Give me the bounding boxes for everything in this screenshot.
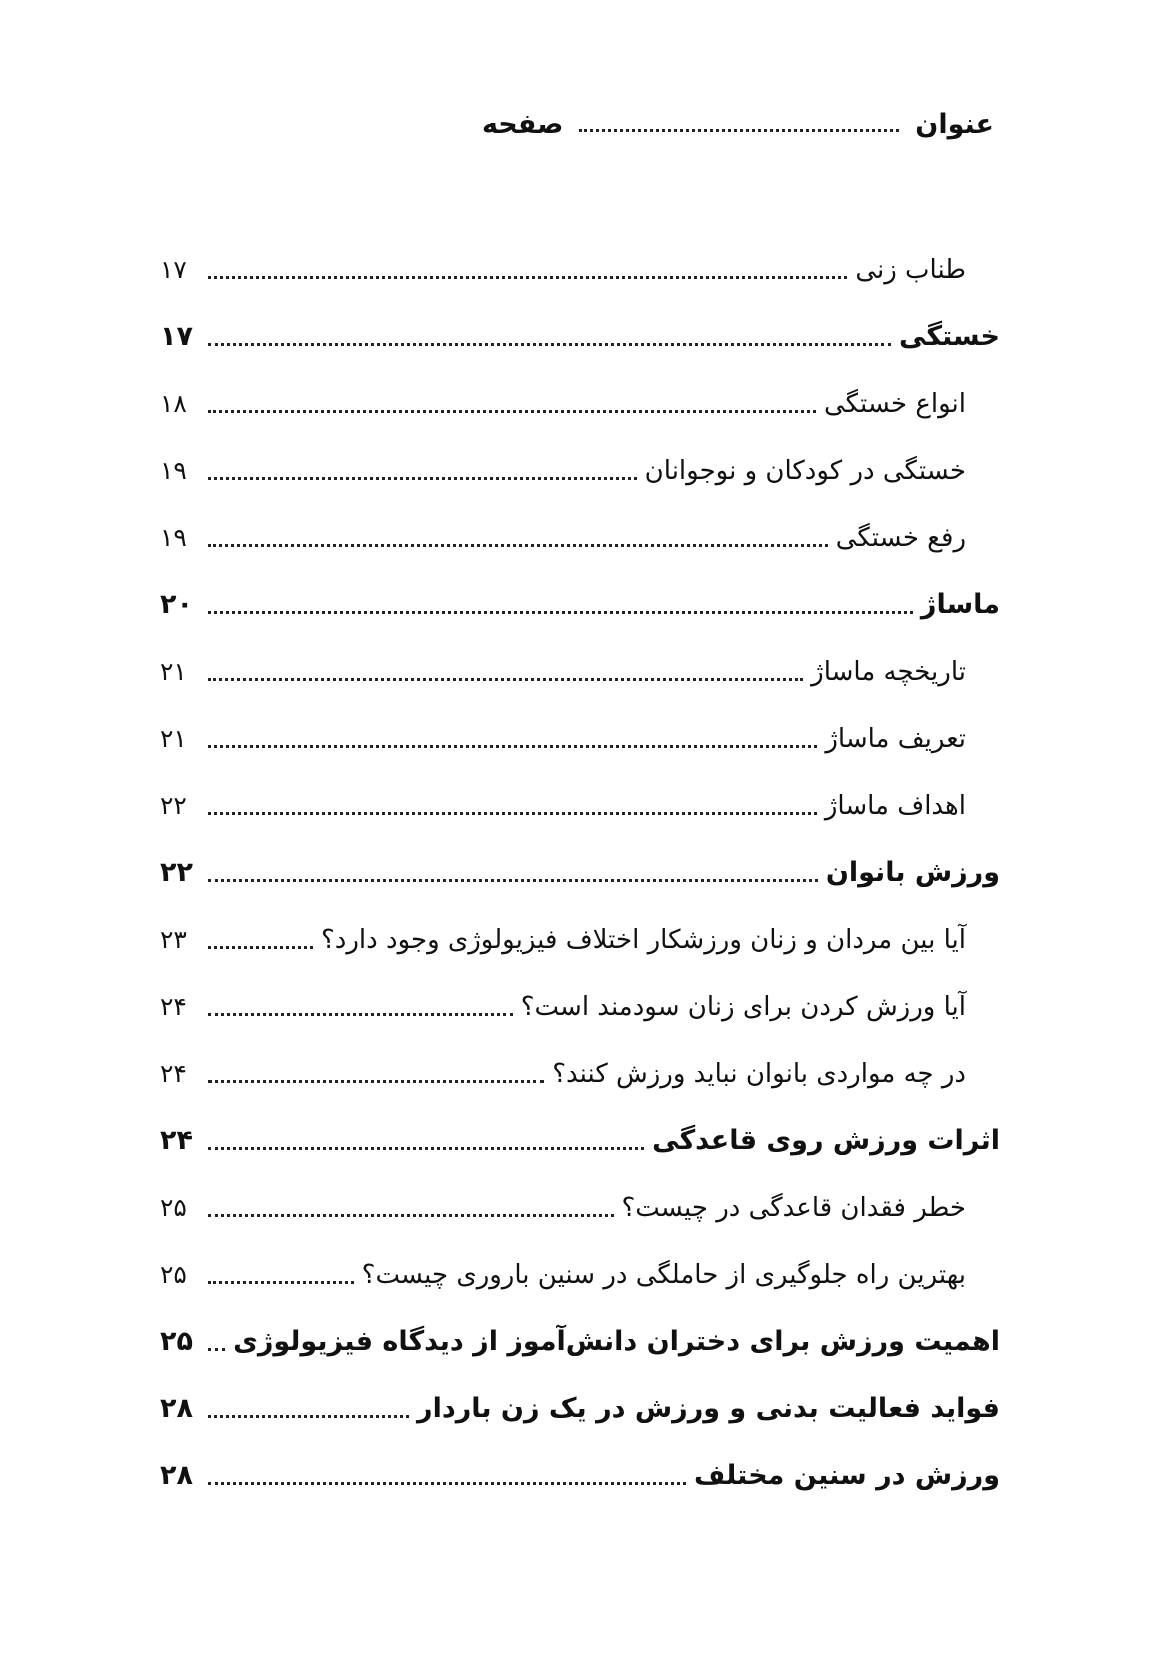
toc-entry-page: ۱۷ — [160, 321, 193, 352]
toc-entry-title: ورزش بانوان — [825, 857, 1000, 888]
toc-entry-page: ۲۵ — [160, 1260, 187, 1289]
toc-entry-title: خستگی — [899, 321, 1000, 352]
header-page-label: صفحه — [481, 108, 564, 140]
header-leader-dots — [579, 129, 899, 132]
toc-entry — [160, 571, 1000, 638]
toc-entry — [160, 1107, 1000, 1174]
toc-entry-title: آیا ورزش کردن برای زنان سودمند است؟ — [520, 991, 966, 1022]
toc-leader-dots — [208, 946, 313, 949]
toc-entry — [160, 236, 1000, 303]
toc-entry — [160, 1375, 1000, 1442]
toc-leader-dots — [208, 812, 817, 815]
toc-entry-page: ۲۳ — [160, 925, 187, 954]
toc-leader-dots — [208, 343, 891, 346]
toc-entry-page: ۲۰ — [160, 589, 193, 620]
header-title-label: عنوان — [915, 108, 994, 140]
toc-entry-title: تاریخچه ماساژ — [811, 656, 966, 687]
toc-entry-title: خطر فقدان قاعدگی در چیست؟ — [621, 1192, 966, 1223]
toc-entry — [160, 906, 1000, 973]
toc-entry-title: آیا بین مردان و زنان ورزشکار اختلاف فیزیولوژی وجود دارد؟ — [321, 924, 966, 955]
toc-leader-dots — [208, 1348, 225, 1351]
toc-entry-page: ۱۸ — [160, 389, 187, 418]
toc-entry — [160, 638, 1000, 705]
toc-entry-title: انواع خستگی — [823, 388, 966, 419]
toc-entry-title: در چه مواردی بانوان نباید ورزش کنند؟ — [552, 1058, 966, 1089]
toc-entry-page: ۲۲ — [160, 791, 187, 820]
toc-leader-dots — [208, 879, 818, 882]
toc-entry-page: ۲۴ — [160, 1059, 187, 1088]
toc-entry-page: ۲۴ — [160, 1125, 193, 1156]
toc-entry-title: بهترین راه جلوگیری از حاملگی در سنین باروری چیست؟ — [361, 1259, 966, 1290]
toc-entry-page: ۲۲ — [160, 857, 193, 888]
toc-leader-dots — [208, 1080, 544, 1083]
toc-entry — [160, 705, 1000, 772]
toc-entry — [160, 303, 1000, 370]
toc-leader-dots — [208, 1482, 686, 1485]
toc-entry-page: ۱۷ — [160, 255, 187, 284]
toc-entry — [160, 839, 1000, 906]
toc-leader-dots — [208, 1013, 513, 1016]
toc-entry — [160, 1442, 1000, 1509]
toc-entry-title: ماساژ — [920, 589, 1000, 620]
table-of-contents — [160, 236, 1000, 1509]
toc-entry-title: اهداف ماساژ — [824, 790, 966, 821]
toc-leader-dots — [208, 678, 803, 681]
toc-entry-title: خستگی در کودکان و نوجوانان — [644, 455, 966, 486]
toc-entry-page: ۱۹ — [160, 523, 187, 552]
toc-entry — [160, 437, 1000, 504]
toc-entry-page: ۲۸ — [160, 1393, 193, 1424]
toc-leader-dots — [208, 410, 816, 413]
toc-leader-dots — [208, 611, 913, 614]
toc-entry-page: ۲۱ — [160, 724, 187, 753]
toc-leader-dots — [208, 1147, 644, 1150]
toc-entry-page: ۲۸ — [160, 1460, 193, 1491]
toc-entry — [160, 1040, 1000, 1107]
toc-leader-dots — [208, 1214, 614, 1217]
toc-entry-title: اثرات ورزش روی قاعدگی — [652, 1125, 1000, 1156]
toc-entry-title: فواید فعالیت بدنی و ورزش در یک زن باردار — [417, 1393, 1000, 1424]
toc-entry — [160, 504, 1000, 571]
toc-entry-title: طناب زنی — [855, 254, 966, 285]
toc-entry — [160, 973, 1000, 1040]
toc-entry — [160, 1241, 1000, 1308]
toc-entry — [160, 1174, 1000, 1241]
toc-leader-dots — [208, 745, 817, 748]
toc-entry-page: ۲۱ — [160, 657, 187, 686]
toc-entry-page: ۱۹ — [160, 456, 187, 485]
toc-entry — [160, 772, 1000, 839]
toc-leader-dots — [208, 1415, 409, 1418]
toc-entry — [160, 1308, 1000, 1375]
toc-leader-dots — [208, 544, 828, 547]
toc-leader-dots — [208, 276, 847, 279]
toc-entry-page: ۲۵ — [160, 1326, 193, 1357]
toc-entry-title: ورزش در سنین مختلف — [694, 1460, 1000, 1491]
toc-entry-title: تعریف ماساژ — [825, 723, 966, 754]
toc-entry-title: رفع خستگی — [835, 522, 966, 553]
toc-header — [170, 104, 994, 144]
toc-entry-page: ۲۵ — [160, 1193, 187, 1222]
toc-entry-title: اهمیت ورزش برای دختران دانش‌آموز از دیدگاه فیزیولوژی — [233, 1326, 1000, 1357]
toc-entry — [160, 370, 1000, 437]
toc-leader-dots — [208, 1281, 354, 1284]
toc-entry-page: ۲۴ — [160, 992, 187, 1021]
toc-leader-dots — [208, 477, 637, 480]
